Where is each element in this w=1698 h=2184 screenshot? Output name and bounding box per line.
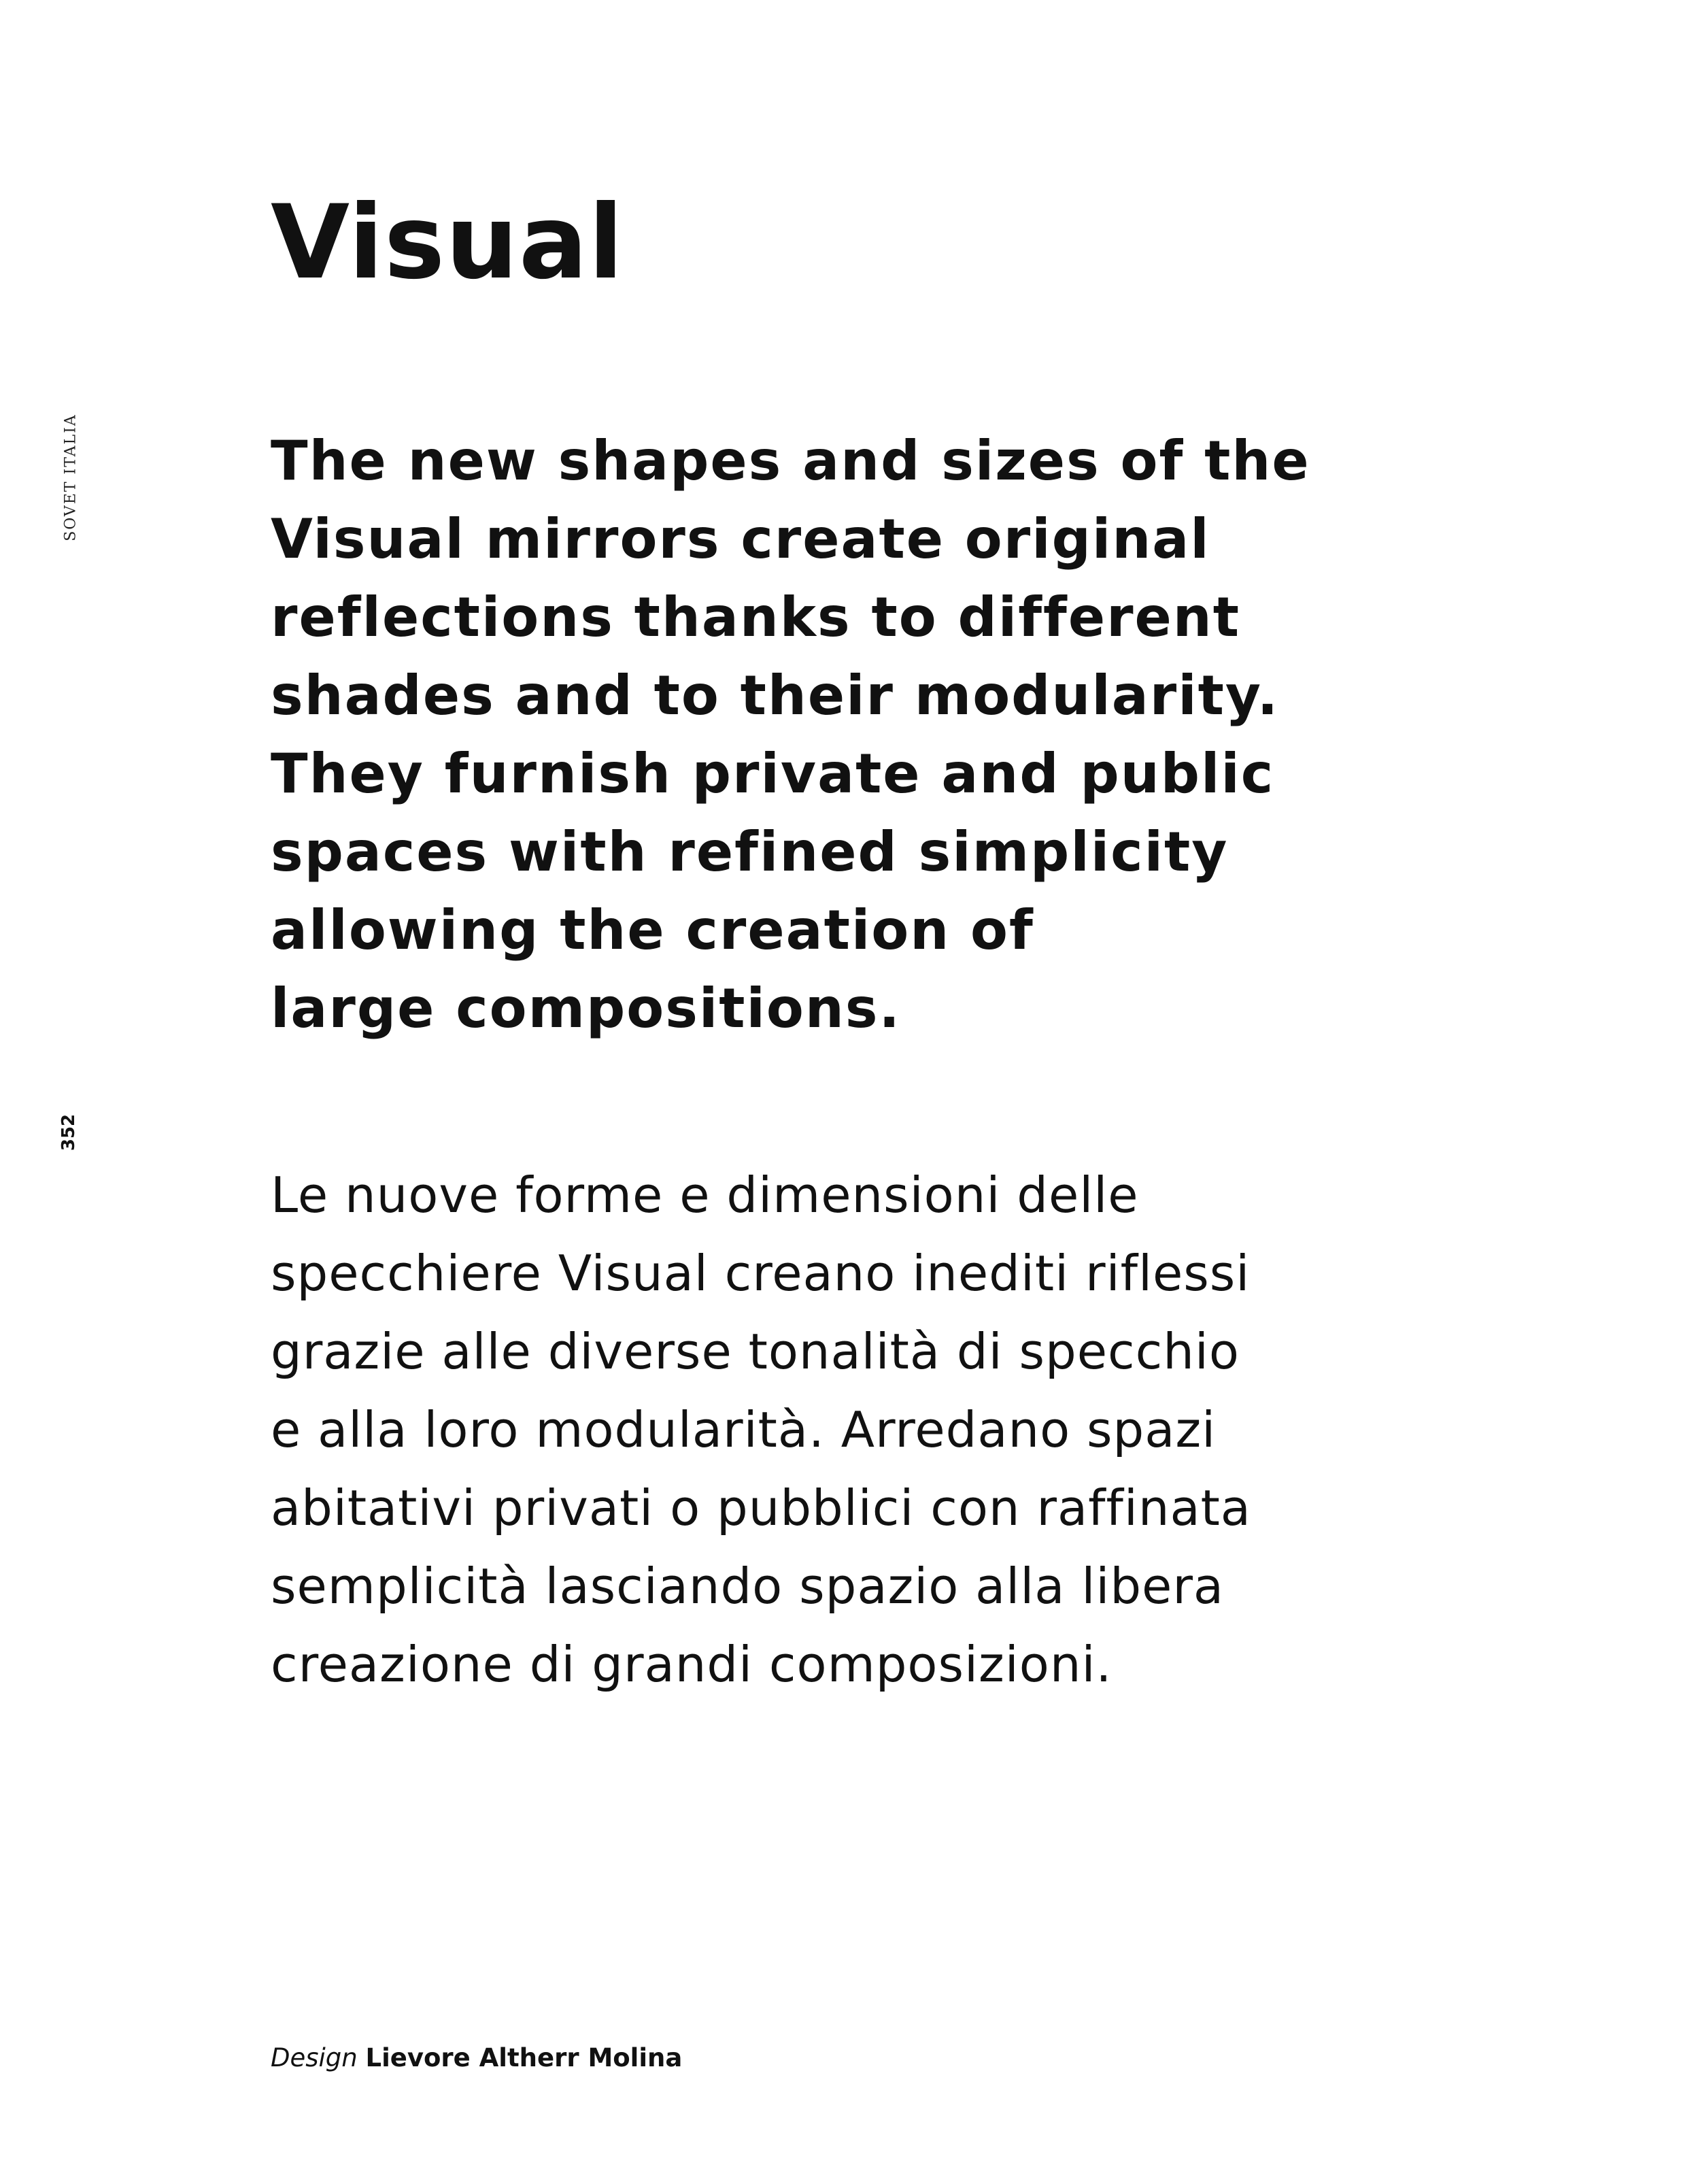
lead-line: reflections thanks to different bbox=[271, 586, 1240, 649]
side-brand-label: SOVET ITALIA bbox=[62, 414, 80, 541]
lead-line: large compositions. bbox=[271, 977, 901, 1040]
page-number: 352 bbox=[58, 1113, 79, 1152]
credit-label: Design bbox=[271, 2043, 358, 2072]
lead-line: Visual mirrors create original bbox=[271, 507, 1210, 571]
lead-line: The new shapes and sizes of the bbox=[271, 429, 1310, 492]
body-line: specchiere Visual creano inediti riflessi bbox=[271, 1245, 1251, 1302]
credit-designer-name: Lievore Altherr Molina bbox=[365, 2043, 683, 2072]
lead-line: shades and to their modularity. bbox=[271, 664, 1280, 727]
body-line: abitativi privati o pubblici con raffinata bbox=[271, 1479, 1251, 1536]
body-line: creazione di grandi composizioni. bbox=[271, 1636, 1113, 1693]
body-line: grazie alle diverse tonalità di specchio bbox=[271, 1323, 1240, 1380]
body-line: e alla loro modularità. Arredano spazi bbox=[271, 1401, 1217, 1458]
design-credit bbox=[271, 2043, 682, 2073]
lead-line: allowing the creation of bbox=[271, 898, 1034, 962]
lead-line: They furnish private and public bbox=[271, 742, 1275, 805]
body-paragraph-italian bbox=[271, 1156, 1427, 1704]
lead-paragraph-english bbox=[271, 422, 1427, 1047]
page-title: Visual bbox=[271, 184, 624, 302]
body-line: semplicità lasciando spazio alla libera bbox=[271, 1558, 1225, 1615]
lead-line: spaces with refined simplicity bbox=[271, 820, 1229, 884]
body-line: Le nuove forme e dimensioni delle bbox=[271, 1166, 1139, 1224]
